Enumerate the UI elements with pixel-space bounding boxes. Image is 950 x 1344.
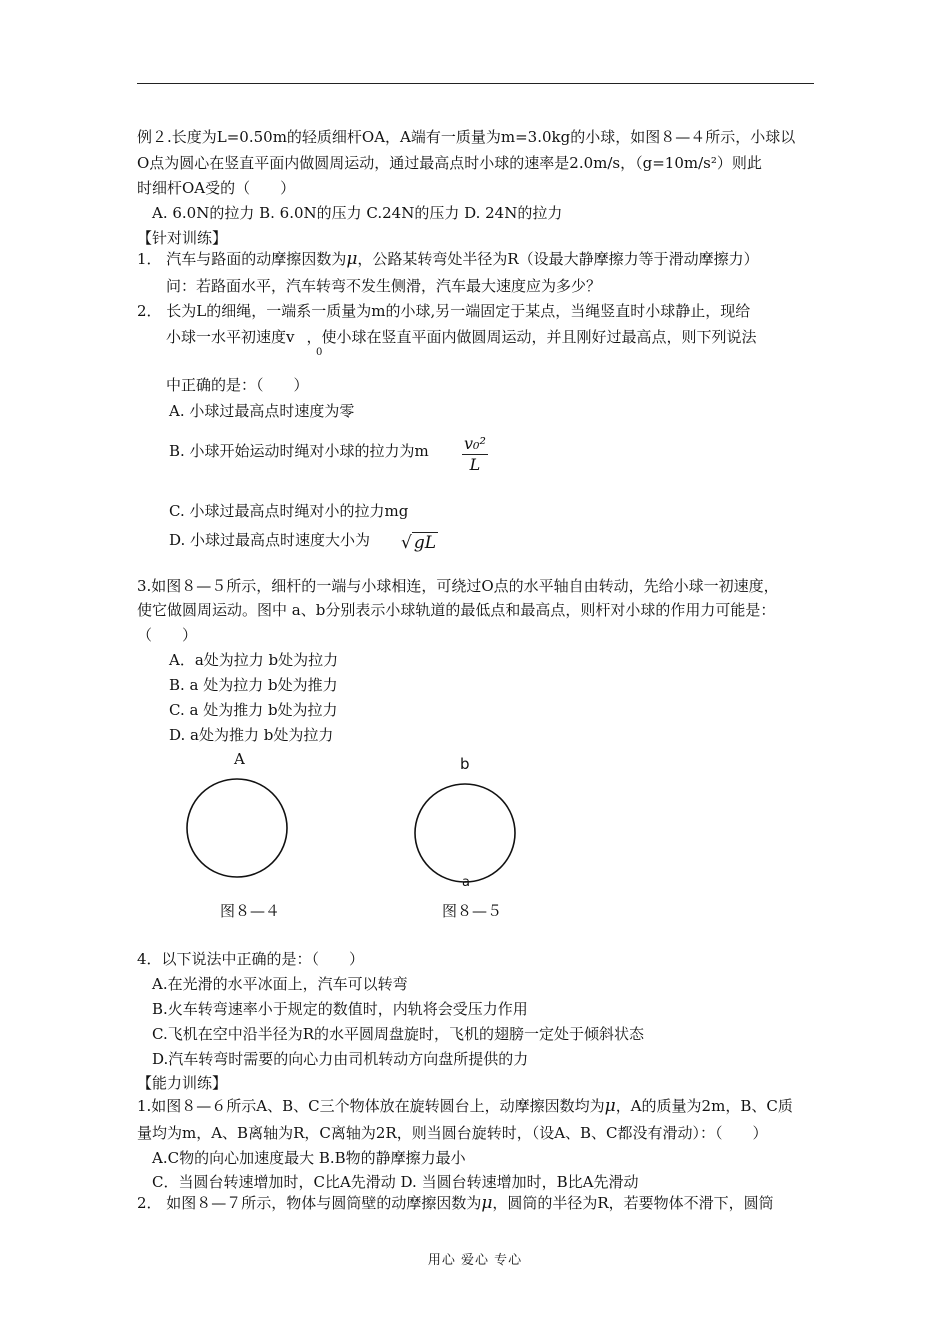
example2-line2: O点为圆心在竖直平面内做圆周运动，通过最高点时小球的速率是2.0m/s，（g=10m/s²）则此 — [137, 154, 762, 172]
q3-option-a: A．a处为拉力 b处为拉力 — [169, 651, 339, 669]
ability-q1-options-cd: C．当圆台转速增加时，C比A先滑动 D. 当圆台转速增加时，B比A先滑动 — [152, 1173, 639, 1191]
q2-line2: 小球一水平初速度v ，使小球在竖直平面内做圆周运动，并且刚好过最高点，则下列说法 — [166, 328, 757, 346]
q2-option-b-fraction: $\frac{\text{v₀²}}{L}$ — [464, 434, 486, 474]
q3-line3: （ ） — [137, 626, 198, 644]
q3-line1: 3.如图８—５所示，细杆的一端与小球相连，可绕过O点的水平轴自由转动，先给小球一初速度， — [137, 577, 779, 595]
q2-option-d: D. 小球过最高点时速度大小为 — [169, 531, 371, 549]
q3-option-c: C. a 处为推力 b处为拉力 — [169, 701, 338, 719]
fig5-circle-diagram — [408, 780, 524, 890]
q3-line2: 使它做圆周运动。图中 a、b分别表示小球轨道的最低点和最高点，则杆对小球的作用力可能是： — [137, 601, 776, 619]
q4-option-c: C.飞机在空中沿半径为R的水平圆周盘旋时，飞机的翅膀一定处于倾斜状态 — [152, 1025, 645, 1043]
example2-line1: 例２.长度为L=0.50m的轻质细杆OA，A端有一质量为m=3.0kg的小球，如图８—４所示，小球以 — [137, 128, 796, 146]
q3-option-d: D. a处为推力 b处为拉力 — [169, 726, 334, 744]
ability-q1-line2: 量均为m，A、B离轴为R，C离轴为2R，则当圆台旋转时，（设A、B、C都没有滑动）：（ ） — [137, 1124, 768, 1142]
fig5-label-b: b — [460, 755, 470, 773]
page-footer: 用心 爱心 专心 — [427, 1253, 523, 1268]
fig4-circle-diagram — [180, 774, 300, 886]
q2-option-d-sqrt: √ gL — [401, 533, 437, 553]
q4-option-b: B.火车转弯速率小于规定的数值时，内轨将会受压力作用 — [152, 1000, 528, 1018]
v0-subscript: 0 — [316, 347, 323, 358]
header-rule — [137, 83, 814, 84]
q4-line1: 4．以下说法中正确的是：（ ） — [137, 950, 365, 968]
q2-option-a: A. 小球过最高点时速度为零 — [169, 402, 355, 420]
ability-q1-line1: 1.如图８—６所示A、B、C三个物体放在旋转圆台上，动摩擦因数均为μ，A的质量为2m，B、C质 — [137, 1096, 793, 1116]
fig4-label-a: A — [234, 750, 245, 768]
fig4-caption: 图８—４ — [220, 902, 281, 920]
q2-line3: 中正确的是：（ ） — [166, 376, 309, 394]
example2-options: A. 6.0N的拉力 B. 6.0N的压力 C.24N的压力 D. 24N的拉力 — [152, 204, 563, 222]
q2-line1: 2． 长为L的细绳，一端系一质量为m的小球,另一端固定于某点，当绳竖直时小球静止，现给 — [137, 302, 751, 320]
mu-symbol: μ — [481, 1193, 493, 1213]
fig5-caption: 图８—５ — [442, 902, 503, 920]
q2-option-c: C. 小球过最高点时绳对小的拉力mg — [169, 502, 409, 520]
q4-option-d: D.汽车转弯时需要的向心力由司机转动方向盘所提供的力 — [152, 1050, 529, 1068]
mu-symbol: μ — [346, 249, 358, 269]
q2-option-b: B. 小球开始运动时绳对小球的拉力为m — [169, 442, 429, 460]
q1-line2: 问：若路面水平，汽车转弯不发生侧滑，汽车最大速度应为多少？ — [166, 277, 602, 295]
section-ability-training: 【能力训练】 — [137, 1074, 228, 1092]
q4-option-a: A.在光滑的水平冰面上，汽车可以转弯 — [152, 975, 408, 993]
fig5-label-a: a — [462, 875, 470, 890]
q1-line1: 1． 汽车与路面的动摩擦因数为μ，公路某转弯处半径为R（设最大静摩擦力等于滑动摩擦力） — [137, 249, 759, 269]
mu-symbol: μ — [604, 1096, 616, 1116]
q3-option-b: B. a 处为拉力 b处为推力 — [169, 676, 338, 694]
section-targeted-training: 【针对训练】 — [137, 229, 228, 247]
ability-q2-line1: 2． 如图８—７所示，物体与圆筒壁的动摩擦因数为μ，圆筒的半径为R，若要物体不滑下，圆筒 — [137, 1193, 774, 1213]
ability-q1-options-ab: A.C物的向心加速度最大 B.B物的静摩擦力最小 — [152, 1149, 466, 1167]
example2-line3: 时细杆OA受的（ ） — [137, 179, 296, 197]
